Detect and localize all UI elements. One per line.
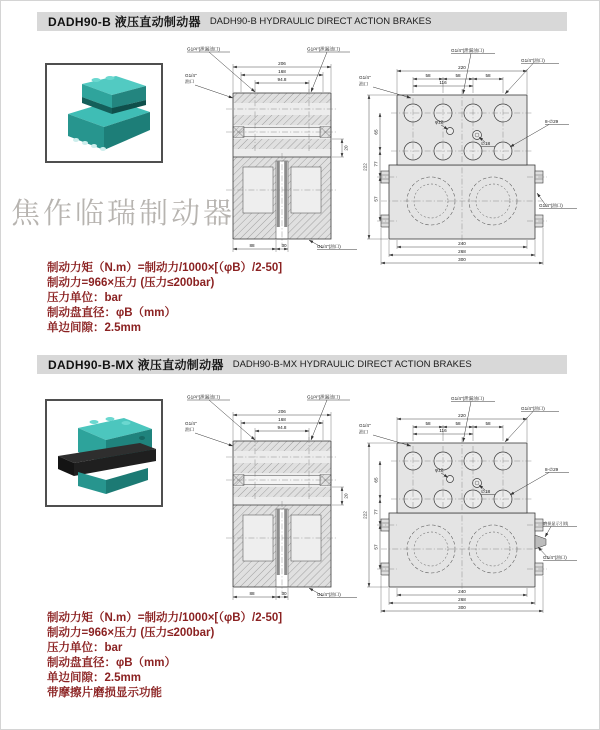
dim-label: 20 — [343, 493, 349, 499]
spec-line: 制动力矩（N.m）=制动力/1000×[（φB）/2-50] — [47, 262, 283, 274]
spec-line: 带摩擦片磨损显示功能 — [47, 687, 162, 699]
dim-label: 20 — [343, 145, 349, 151]
dim-label: 30 — [281, 590, 287, 596]
dim-label: 58 — [455, 72, 461, 78]
section-header-bar — [37, 355, 567, 374]
dim-label: 88 — [249, 590, 255, 596]
spec-block — [47, 611, 282, 701]
hole-diameter-label: ∅18 — [481, 489, 491, 494]
dim-label: 116 — [439, 428, 447, 434]
svg-text:油口: 油口 — [359, 429, 369, 435]
dim-label: 77 — [373, 509, 379, 515]
leak-port-label: G1/4"(泄漏油口) — [451, 48, 485, 53]
seal-diameter-label: φ12 — [435, 119, 444, 125]
oil-port-label: G1/4"(油口) — [543, 555, 567, 560]
dim-label: 65 — [373, 129, 379, 135]
leak-port-label: G1/4"(泄漏油口) — [307, 46, 341, 52]
spec-line: 单边间隙：2.5mm — [47, 672, 141, 684]
hole-diameter-label: ∅18 — [481, 141, 491, 146]
dim-label: 94.8 — [277, 76, 287, 82]
dim-label: 58 — [455, 420, 461, 426]
oil-port-label: G1/4" — [185, 73, 197, 78]
dim-label: 77 — [373, 161, 379, 167]
leak-port-label: G1/4"(泄漏油口) — [187, 46, 221, 52]
dim-label: 57 — [373, 196, 379, 202]
front-section-view-drawing — [181, 391, 363, 611]
bolt-hole-label: 8-∅29 — [545, 467, 559, 472]
dim-label: 220 — [458, 64, 466, 70]
oil-port-label: G1/4" — [359, 75, 371, 80]
svg-text:油口: 油口 — [359, 81, 369, 87]
oil-port-label: G1/4"(油口) — [317, 592, 341, 597]
brake-illustration — [52, 406, 156, 500]
section-title-zh: DADH90-B 液压直动制动器 — [48, 15, 201, 29]
spec-block — [47, 261, 282, 336]
oil-port-label: G1/4"(油口) — [521, 406, 545, 411]
watermark: 焦作临瑞制动器 — [11, 196, 236, 230]
dim-label: 222 — [362, 511, 368, 519]
dim-label: 300 — [458, 604, 466, 610]
top-view-drawing — [353, 41, 579, 267]
dim-label: 116 — [439, 80, 447, 86]
oil-port-label: G1/4"(油口) — [317, 244, 341, 249]
dim-label: 168 — [278, 68, 286, 74]
dim-label: 58 — [485, 420, 491, 426]
dim-label: 240 — [458, 588, 466, 594]
spec-line: 压力单位：bar — [47, 292, 123, 304]
seal-diameter-label: φ12 — [435, 467, 444, 473]
dim-label: 168 — [278, 416, 286, 422]
dim-label: 58 — [425, 72, 431, 78]
oil-port-label: G1/4"(油口) — [539, 203, 563, 208]
dim-label: 94.8 — [277, 424, 287, 430]
spec-line: 单边间隙：2.5mm — [47, 322, 141, 334]
section-title-en: DADH90-B HYDRAULIC DIRECT ACTION BRAKES — [209, 16, 432, 27]
spec-line: 制动力矩（N.m）=制动力/1000×[（φB）/2-50] — [47, 612, 283, 624]
leak-port-label: G1/4"(泄漏油口) — [451, 396, 485, 401]
dim-label: 88 — [249, 242, 255, 248]
bolt-hole-label: 8-∅29 — [545, 119, 559, 124]
svg-text:油口: 油口 — [185, 427, 195, 432]
leak-port-label: G1/4"(泄漏油口) — [307, 394, 341, 400]
dim-label: 240 — [458, 240, 466, 246]
leak-port-label: G1/4"(泄漏油口) — [187, 394, 221, 400]
dim-label: 268 — [458, 596, 466, 602]
dim-label: 206 — [278, 408, 286, 414]
svg-text:油口: 油口 — [185, 79, 195, 84]
spec-line: 制动盘直径：φB（mm） — [47, 307, 176, 319]
product-photo-dadh90-b-mx — [45, 399, 163, 507]
dim-label: 58 — [425, 420, 431, 426]
product-photo-dadh90-b — [45, 63, 163, 163]
dim-label: 58 — [485, 72, 491, 78]
brake-illustration — [52, 70, 156, 156]
oil-port-label: G1/4"(油口) — [521, 58, 545, 63]
spec-line: 压力单位：bar — [47, 642, 123, 654]
section-title-zh: DADH90-B-MX 液压直动制动器 — [48, 358, 224, 372]
dim-label: 65 — [373, 477, 379, 483]
dim-label: 268 — [458, 248, 466, 254]
wear-indicator-label: 磨损显示引线 — [543, 521, 569, 526]
dim-label: 30 — [281, 242, 287, 248]
dim-label: 220 — [458, 412, 466, 418]
spec-line: 制动力=966×压力 (压力≤200bar) — [47, 277, 215, 289]
section-title-en: DADH90-B-MX HYDRAULIC DIRECT ACTION BRAKES — [232, 359, 472, 370]
dim-label: 206 — [278, 60, 286, 66]
spec-line: 制动力=966×压力 (压力≤200bar) — [47, 627, 215, 639]
dim-label: 57 — [373, 544, 379, 550]
dim-label: 300 — [458, 256, 466, 262]
oil-port-label: G1/4" — [185, 421, 197, 426]
section-header-bar — [37, 12, 567, 31]
top-view-drawing — [353, 389, 579, 615]
dim-label: 222 — [362, 163, 368, 171]
spec-line: 制动盘直径：φB（mm） — [47, 657, 176, 669]
oil-port-label: G1/4" — [359, 423, 371, 428]
